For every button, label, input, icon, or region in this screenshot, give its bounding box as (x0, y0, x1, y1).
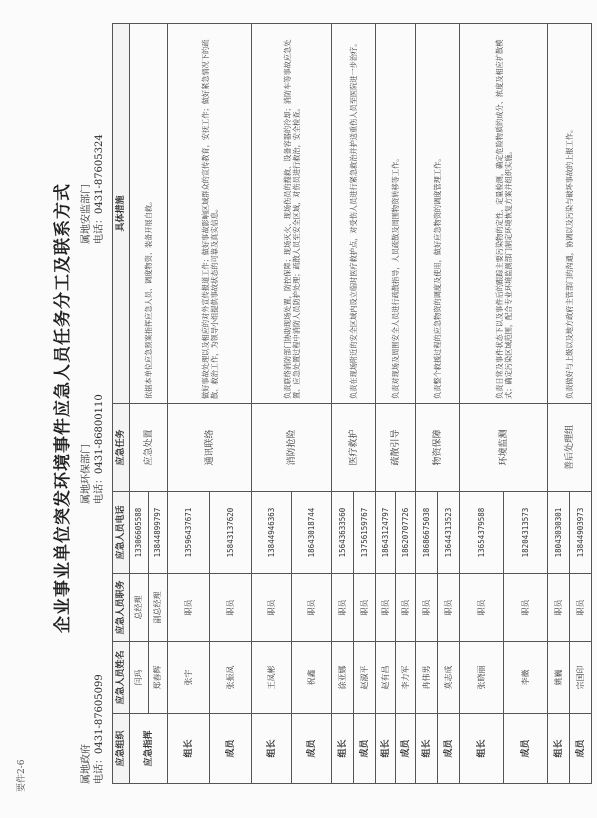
position-cell: 职员 (376, 574, 396, 642)
position-cell: 副总经理 (149, 574, 168, 642)
phone-cell: 18643018744 (292, 492, 332, 574)
header-task: 应急任务 (113, 404, 130, 492)
org-cell: 组长 (548, 714, 570, 784)
position-cell: 职员 (504, 574, 548, 642)
position-cell: 职员 (354, 574, 376, 642)
safety-phone: 电话：0431-87605324 (94, 134, 105, 244)
measure-cell: 负责在现场附近的安全区域内设立临时医疗救护点，对受伤人员进行紧急救治并护送重伤人员至医院进一步治疗。 (332, 24, 376, 404)
position-cell: 职员 (168, 574, 210, 642)
phone-cell: 13844899797 (149, 492, 168, 574)
rotated-document (8, 12, 588, 804)
measure-cell: 负责联络消防部门协助现场处置，防控保障；现场灭火、现场伤员的搜救、设备容器的冷却；消防车等事故应急处置、应急处置过程中消防人员防护处理；疏散人员至安全区域，对伤员进行救治，安全检查。 (252, 24, 332, 404)
phone-cell: 15643633560 (332, 492, 354, 574)
table-row (376, 24, 396, 784)
phone-cell: 13756159767 (354, 492, 376, 574)
gov-phone: 电话：0431-87605099 (94, 674, 105, 784)
phone-cell: 15843137620 (210, 492, 252, 574)
gov-org: 属地政府 (81, 744, 92, 784)
phone-cell: 13306605588 (130, 492, 149, 574)
position-cell: 职员 (332, 574, 354, 642)
name-cell: 张晓丽 (460, 642, 504, 714)
table-row (252, 24, 292, 784)
name-cell: 郑春辉 (149, 642, 168, 714)
header-phone: 应急人员电话 (113, 492, 130, 574)
table-row (460, 24, 504, 784)
table-row (548, 24, 570, 784)
position-cell: 职员 (460, 574, 504, 642)
measure-cell: 负责做好与上级以及地方政府主管部门的沟通，协调以及污染与破坏事故的上报工作。 (548, 24, 592, 404)
table-row (168, 24, 210, 784)
header-org: 应急组织 (113, 714, 130, 784)
phone-cell: 18204313573 (504, 492, 548, 574)
task-cell: 消防抢险 (252, 404, 332, 492)
name-cell: 李力军 (396, 642, 416, 714)
position-cell: 职员 (416, 574, 438, 642)
org-cell: 成员 (396, 714, 416, 784)
phone-cell: 13654379588 (460, 492, 504, 574)
task-cell: 环境监测 (460, 404, 548, 492)
org-cell: 成员 (570, 714, 592, 784)
phone-cell: 13596437671 (168, 492, 210, 574)
position-cell: 职员 (570, 574, 592, 642)
org-cell: 成员 (292, 714, 332, 784)
org-cell: 成员 (210, 714, 252, 784)
document-title: 企业事业单位突发环境事件应急人员任务分工及联系方式 (53, 183, 73, 633)
measure-cell: 负责整个救援过程的应急物资的调度及使用，做好应急物资的调度管理工作。 (416, 24, 460, 404)
task-table (112, 23, 592, 784)
header-measure: 具体措施 (113, 24, 130, 404)
header-name: 应急人员姓名 (113, 642, 130, 714)
org-cell: 成员 (438, 714, 460, 784)
name-cell: 冉伟男 (416, 642, 438, 714)
phone-cell: 18043030301 (548, 492, 570, 574)
name-cell: 张振凤 (210, 642, 252, 714)
org-cell: 组长 (252, 714, 292, 784)
name-cell: 莫志成 (438, 642, 460, 714)
name-cell: 宗国印 (570, 642, 592, 714)
org-cell: 组长 (416, 714, 438, 784)
env-org: 属地环保部门 (81, 444, 92, 504)
table-header-row (113, 24, 130, 784)
table-row (332, 24, 354, 784)
env-phone: 电话：0431-86800110 (94, 394, 105, 504)
env-contact (80, 394, 106, 504)
task-cell: 医疗救护 (332, 404, 376, 492)
position-cell: 职员 (396, 574, 416, 642)
measure-cell: 依据本单位应急预案指挥应急人员、调度物资、装备开展自救。 (130, 24, 168, 404)
phone-cell: 18643124797 (376, 492, 396, 574)
phone-cell: 13844946363 (252, 492, 292, 574)
position-cell: 职员 (548, 574, 570, 642)
name-cell: 赵淑平 (354, 642, 376, 714)
position-cell: 职员 (210, 574, 252, 642)
org-cell: 组长 (376, 714, 396, 784)
org-cell: 成员 (354, 714, 376, 784)
phone-cell: 13644313523 (438, 492, 460, 574)
measure-cell: 负责日常及事件状态下以及事件后的跟踪主要污染物的定性、定量检测，确定危险物质的成分、浓度及相应扩散模式；确定污染区域范围，配合专业环境监测部门制定环境恢复方案并组织实施。 (460, 24, 548, 404)
phone-cell: 18686675038 (416, 492, 438, 574)
task-cell: 物资保障 (416, 404, 460, 492)
phone-cell: 18620707726 (396, 492, 416, 574)
name-cell: 祝鑫 (292, 642, 332, 714)
safety-contact (80, 134, 106, 244)
task-cell: 疏散引导 (376, 404, 416, 492)
name-cell: 闫玛 (130, 642, 149, 714)
task-cell: 通讯联络 (168, 404, 252, 492)
org-cell: 成员 (504, 714, 548, 784)
name-cell: 张宇 (168, 642, 210, 714)
phone-cell: 13844903973 (570, 492, 592, 574)
position-cell: 职员 (252, 574, 292, 642)
position-cell: 总经理 (130, 574, 149, 642)
measure-cell: 做好事故处理以及相应的对外宣传报道工作；做好事故影响区域群众的宣传教育，安抚工作；做好紧急情况下的疏散、救治工作，为领导小组提供事故状态的可靠及真实信息。 (168, 24, 252, 404)
attachment-label: 要件2-6 (17, 759, 27, 792)
table-row (130, 24, 149, 784)
org-cell: 应急指挥 (130, 714, 168, 784)
position-cell: 职员 (292, 574, 332, 642)
name-cell: 李薇 (504, 642, 548, 714)
table-row (416, 24, 438, 784)
org-cell: 组长 (460, 714, 504, 784)
org-cell: 组长 (332, 714, 354, 784)
position-cell: 职员 (438, 574, 460, 642)
name-cell: 赵有昌 (376, 642, 396, 714)
task-cell: 善后处理组 (548, 404, 592, 492)
gov-contact (80, 674, 106, 784)
measure-cell: 负责对现场及周围安全人员进行疏散指导，人员疏散及周围物资转移等工作。 (376, 24, 416, 404)
safety-org: 属地安监部门 (81, 184, 92, 244)
task-cell: 应急处置 (130, 404, 168, 492)
name-cell: 徐亚娜 (332, 642, 354, 714)
name-cell: 王凤彬 (252, 642, 292, 714)
name-cell: 姚巍 (548, 642, 570, 714)
header-position: 应急人员职务 (113, 574, 130, 642)
org-cell: 组长 (168, 714, 210, 784)
